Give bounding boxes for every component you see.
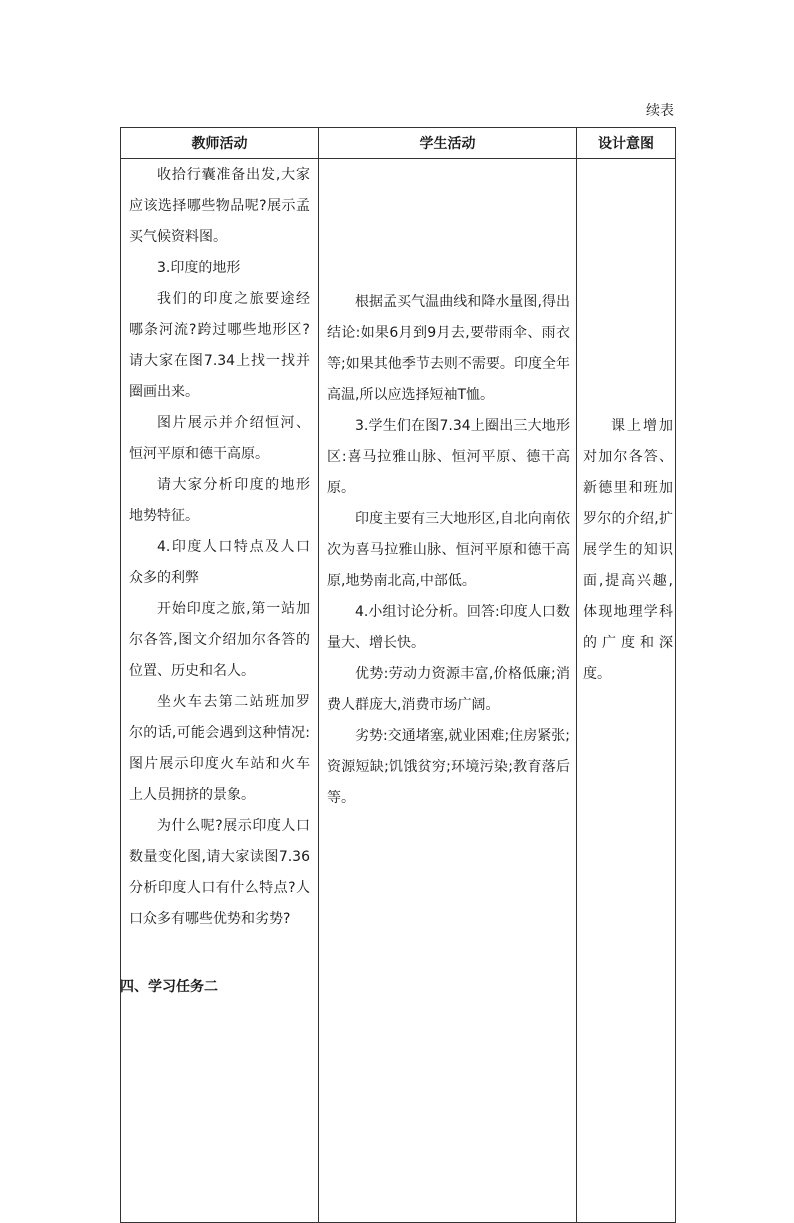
teacher-paragraph: 为什么呢?展示印度人口数量变化图,请大家读图7.36分析印度人口有什么特点?人口众多有哪些优势和劣势? xyxy=(129,818,310,927)
student-activity-cell xyxy=(319,159,577,1223)
teacher-paragraph: 开始印度之旅,第一站加尔各答,图文介绍加尔各答的位置、历史和名人。 xyxy=(129,601,310,679)
teacher-paragraph: 收拾行囊准备出发,大家应该选择哪些物品呢?展示孟买气候资料图。 xyxy=(129,167,310,245)
table-row xyxy=(121,159,676,1223)
student-paragraph: 印度主要有三大地形区,自北向南依次为喜马拉雅山脉、恒河平原和德干高原,地势南北高,中部低。 xyxy=(327,511,570,589)
lesson-activity-table xyxy=(120,127,676,1223)
header-design-intent: 设计意图 xyxy=(577,128,676,159)
section-heading: 四、学习任务二 xyxy=(120,979,218,995)
student-paragraph: 3.学生们在图7.34上圈出三大地形区:喜马拉雅山脉、恒河平原、德干高原。 xyxy=(327,418,570,496)
header-student-activity: 学生活动 xyxy=(319,128,577,159)
student-paragraph: 劣势:交通堵塞,就业困难;住房紧张;资源短缺;饥饿贫穷;环境污染;教育落后等。 xyxy=(327,728,570,806)
student-paragraph: 根据孟买气温曲线和降水量图,得出结论:如果6月到9月去,要带雨伞、雨衣等;如果其他季节去则不需要。印度全年高温,所以应选择短袖T恤。 xyxy=(327,294,570,403)
continued-table-label: 续表 xyxy=(646,103,674,119)
teacher-activity-cell xyxy=(121,159,319,1223)
teacher-paragraph: 我们的印度之旅要途经哪条河流?跨过哪些地形区?请大家在图7.34上找一找并圈画出来。 xyxy=(129,291,310,400)
table-header-row xyxy=(121,128,676,159)
teacher-paragraph: 请大家分析印度的地形地势特征。 xyxy=(129,477,310,524)
header-teacher-activity: 教师活动 xyxy=(121,128,319,159)
design-intent-cell xyxy=(577,159,676,1223)
teacher-paragraph: 图片展示并介绍恒河、恒河平原和德干高原。 xyxy=(129,415,310,462)
teacher-paragraph: 3.印度的地形 xyxy=(157,260,241,276)
teacher-paragraph: 4.印度人口特点及人口众多的利弊 xyxy=(129,539,310,586)
teacher-paragraph: 坐火车去第二站班加罗尔的话,可能会遇到这种情况:图片展示印度火车站和火车上人员拥挤的景象。 xyxy=(129,694,310,803)
intent-paragraph: 课上增加对加尔各答、新德里和班加罗尔的介绍,扩展学生的知识面,提高兴趣,体现地理学科的广度和深度。 xyxy=(583,418,673,682)
student-paragraph: 优势:劳动力资源丰富,价格低廉;消费人群庞大,消费市场广阔。 xyxy=(327,666,570,713)
student-paragraph: 4.小组讨论分析。回答:印度人口数量大、增长快。 xyxy=(327,604,570,651)
